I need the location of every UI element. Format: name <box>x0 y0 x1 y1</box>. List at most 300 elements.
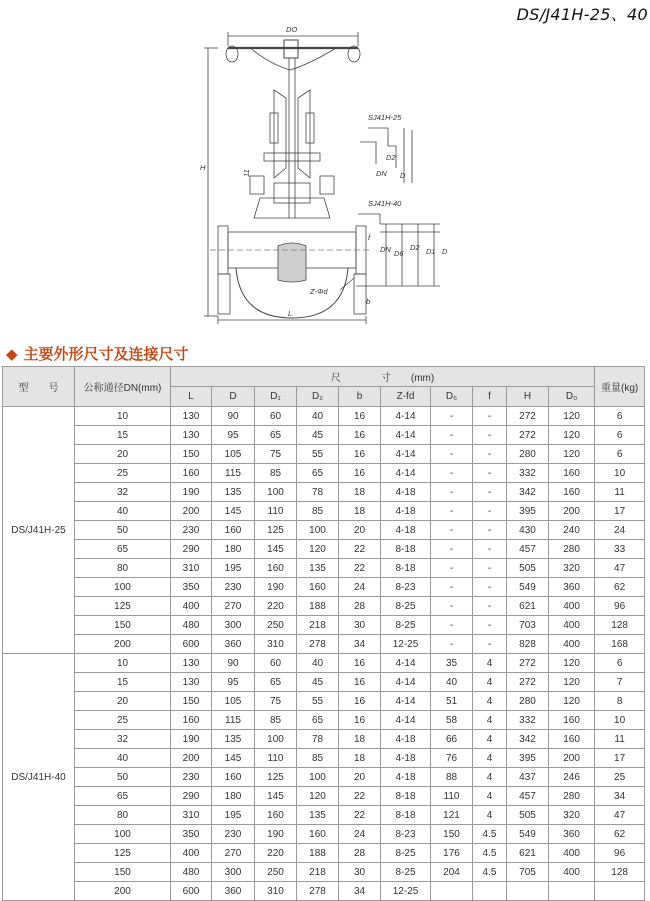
table-cell: - <box>431 540 473 559</box>
table-cell: 40 <box>431 673 473 692</box>
table-cell: 190 <box>255 825 297 844</box>
table-cell: 200 <box>171 502 212 521</box>
table-cell: 96 <box>595 844 645 863</box>
table-cell: 130 <box>171 673 212 692</box>
table-cell: 65 <box>75 540 171 559</box>
column-header: D₀ <box>549 387 595 407</box>
svg-text:D1: D1 <box>426 247 436 256</box>
table-row <box>3 502 645 521</box>
column-header: L <box>171 387 212 407</box>
table-row <box>3 559 645 578</box>
table-cell: 360 <box>549 825 595 844</box>
table-cell: 130 <box>171 654 212 673</box>
table-cell: 437 <box>507 768 549 787</box>
table-cell: 188 <box>297 597 339 616</box>
table-row <box>3 692 645 711</box>
table-cell: 188 <box>297 844 339 863</box>
table-cell: 4 <box>473 787 507 806</box>
table-cell: 10 <box>595 464 645 483</box>
svg-text:SJ41H-25: SJ41H-25 <box>368 113 402 122</box>
table-cell: 65 <box>255 673 297 692</box>
table-cell: 457 <box>507 787 549 806</box>
table-cell: 30 <box>339 863 381 882</box>
table-cell: 60 <box>255 654 297 673</box>
table-cell: 120 <box>297 787 339 806</box>
table-cell: 6 <box>595 445 645 464</box>
table-cell: 85 <box>297 502 339 521</box>
table-cell: 76 <box>431 749 473 768</box>
table-row <box>3 426 645 445</box>
table-cell: - <box>431 483 473 502</box>
table-cell: 4 <box>473 768 507 787</box>
table-cell: 51 <box>431 692 473 711</box>
valve-technical-drawing <box>190 18 490 330</box>
table-cell: 40 <box>297 407 339 426</box>
table-cell: 6 <box>595 654 645 673</box>
table-cell: 55 <box>297 445 339 464</box>
table-cell: 160 <box>171 711 212 730</box>
table-cell: - <box>431 426 473 445</box>
table-cell: 278 <box>297 635 339 654</box>
table-cell: 25 <box>75 464 171 483</box>
table-cell: 135 <box>212 730 255 749</box>
table-cell: 17 <box>595 502 645 521</box>
table-cell: 7 <box>595 673 645 692</box>
page-title: DS/J41H-25、40 <box>516 5 648 24</box>
table-row <box>3 635 645 654</box>
table-cell: 218 <box>297 863 339 882</box>
table-cell: 621 <box>507 844 549 863</box>
table-cell: 270 <box>212 597 255 616</box>
table-cell: 240 <box>549 521 595 540</box>
table-cell: 6 <box>595 407 645 426</box>
table-cell: 195 <box>212 559 255 578</box>
table-cell: 290 <box>171 540 212 559</box>
table-cell: 280 <box>507 445 549 464</box>
table-cell: 16 <box>339 654 381 673</box>
table-cell: 4 <box>473 654 507 673</box>
table-cell: 25 <box>75 711 171 730</box>
table-cell: 4 <box>473 692 507 711</box>
table-cell: 20 <box>75 445 171 464</box>
table-cell: 47 <box>595 559 645 578</box>
table-cell: 11 <box>595 483 645 502</box>
table-row <box>3 407 645 426</box>
table-cell: 4 <box>473 730 507 749</box>
table-cell: 160 <box>549 711 595 730</box>
table-cell: 8-18 <box>381 559 431 578</box>
table-cell: 270 <box>212 844 255 863</box>
table-cell: 160 <box>549 730 595 749</box>
table-cell: 230 <box>171 768 212 787</box>
table-cell: 200 <box>549 502 595 521</box>
table-cell: - <box>431 578 473 597</box>
table-cell: 300 <box>212 863 255 882</box>
weight-header: 重量(kg) <box>595 367 645 407</box>
table-cell: 125 <box>75 597 171 616</box>
table-cell: 24 <box>339 578 381 597</box>
table-cell: 400 <box>549 635 595 654</box>
table-cell: 24 <box>595 521 645 540</box>
table-cell: 10 <box>75 407 171 426</box>
table-cell: 120 <box>549 692 595 711</box>
table-cell: 150 <box>75 616 171 635</box>
table-cell: 400 <box>549 616 595 635</box>
table-cell: 280 <box>507 692 549 711</box>
table-cell: 130 <box>171 426 212 445</box>
table-cell: 505 <box>507 559 549 578</box>
model-cell: DS/J41H-25 <box>3 407 75 654</box>
table-cell: 16 <box>339 407 381 426</box>
table-cell: 703 <box>507 616 549 635</box>
h-label: H <box>200 163 206 172</box>
handwheel <box>226 40 360 70</box>
table-cell: 20 <box>75 692 171 711</box>
table-cell: 120 <box>549 654 595 673</box>
table-cell: 32 <box>75 483 171 502</box>
table-cell: 180 <box>212 540 255 559</box>
table-cell: 8-18 <box>381 787 431 806</box>
column-header: D₁ <box>255 387 297 407</box>
table-cell: 8-18 <box>381 806 431 825</box>
do-label: DO <box>286 25 298 34</box>
table-cell: 204 <box>431 863 473 882</box>
table-cell: - <box>431 559 473 578</box>
table-row <box>3 521 645 540</box>
table-cell: 230 <box>212 578 255 597</box>
table-cell: - <box>473 445 507 464</box>
table-cell: 18 <box>339 483 381 502</box>
table-cell: 34 <box>339 635 381 654</box>
table-cell: 272 <box>507 673 549 692</box>
table-row <box>3 654 645 673</box>
table-cell: 342 <box>507 730 549 749</box>
table-cell: - <box>431 635 473 654</box>
table-cell: 272 <box>507 407 549 426</box>
table-cell: 4-18 <box>381 521 431 540</box>
table-cell: 34 <box>339 882 381 901</box>
table-cell: 135 <box>297 559 339 578</box>
zfd-label: Z-Φd <box>310 287 328 296</box>
column-header: D₆ <box>431 387 473 407</box>
table-cell: 8 <box>595 692 645 711</box>
table-cell: 95 <box>212 426 255 445</box>
table-cell: 4.5 <box>473 825 507 844</box>
table-cell: 78 <box>297 730 339 749</box>
table-cell: 8-18 <box>381 540 431 559</box>
table-cell: 10 <box>595 711 645 730</box>
column-header: D₂ <box>297 387 339 407</box>
table-cell: 360 <box>549 578 595 597</box>
table-cell: 180 <box>212 787 255 806</box>
table-cell: 110 <box>431 787 473 806</box>
table-cell: 115 <box>212 711 255 730</box>
table-cell: 62 <box>595 825 645 844</box>
table-cell: 200 <box>549 749 595 768</box>
table-cell: 400 <box>549 844 595 863</box>
table-cell: 45 <box>297 673 339 692</box>
table-cell: 290 <box>171 787 212 806</box>
table-cell: 40 <box>75 749 171 768</box>
table-cell: 115 <box>212 464 255 483</box>
table-cell: 400 <box>549 597 595 616</box>
table-cell: 600 <box>171 635 212 654</box>
table-cell: 160 <box>255 806 297 825</box>
table-cell: 50 <box>75 521 171 540</box>
column-header: H <box>507 387 549 407</box>
table-cell: 18 <box>339 502 381 521</box>
svg-text:D: D <box>400 171 406 180</box>
column-header: D <box>212 387 255 407</box>
table-row <box>3 730 645 749</box>
eleven-label: 11 <box>242 169 251 177</box>
table-cell: 135 <box>297 806 339 825</box>
table-row <box>3 768 645 787</box>
table-cell: 85 <box>255 711 297 730</box>
table-cell: 4-14 <box>381 464 431 483</box>
section-heading-text: 主要外形尺寸及连接尺寸 <box>23 345 189 363</box>
section-heading <box>6 343 189 364</box>
table-cell: 75 <box>255 445 297 464</box>
table-cell: 33 <box>595 540 645 559</box>
table-row <box>3 749 645 768</box>
table-cell: 8-25 <box>381 597 431 616</box>
table-cell: 4-14 <box>381 711 431 730</box>
svg-text:DN: DN <box>376 169 387 178</box>
table-row <box>3 464 645 483</box>
diamond-bullet-icon: ◆ <box>6 345 18 363</box>
table-cell: - <box>473 407 507 426</box>
svg-text:DN: DN <box>380 245 391 254</box>
column-header: f <box>473 387 507 407</box>
table-cell: 310 <box>255 635 297 654</box>
table-cell: 32 <box>75 730 171 749</box>
table-cell: 4 <box>473 749 507 768</box>
table-cell: 17 <box>595 749 645 768</box>
table-cell: 100 <box>297 768 339 787</box>
table-cell: 160 <box>212 768 255 787</box>
table-row <box>3 616 645 635</box>
table-cell: 80 <box>75 806 171 825</box>
table-cell: 110 <box>255 502 297 521</box>
table-cell: 120 <box>549 445 595 464</box>
table-cell: - <box>431 464 473 483</box>
table-cell: 310 <box>255 882 297 901</box>
table-cell: 360 <box>212 635 255 654</box>
table-cell: 320 <box>549 559 595 578</box>
table-cell: 85 <box>297 749 339 768</box>
svg-text:b: b <box>366 297 371 306</box>
table-cell: 4-14 <box>381 445 431 464</box>
table-cell: - <box>473 483 507 502</box>
table-cell: 705 <box>507 863 549 882</box>
table-cell: 300 <box>212 616 255 635</box>
table-cell: 22 <box>339 559 381 578</box>
table-cell: 125 <box>255 768 297 787</box>
table-cell: 480 <box>171 616 212 635</box>
table-cell: 278 <box>297 882 339 901</box>
table-cell: 160 <box>297 825 339 844</box>
table-cell: 100 <box>297 521 339 540</box>
table-cell: 250 <box>255 863 297 882</box>
table-row <box>3 578 645 597</box>
table-cell: 145 <box>255 540 297 559</box>
table-cell: 105 <box>212 692 255 711</box>
table-cell: 160 <box>255 559 297 578</box>
table-cell: 220 <box>255 597 297 616</box>
table-cell: 65 <box>75 787 171 806</box>
svg-text:D: D <box>442 247 448 256</box>
table-cell: 160 <box>297 578 339 597</box>
table-cell: 400 <box>171 844 212 863</box>
table-cell: 22 <box>339 540 381 559</box>
table-cell: 160 <box>549 483 595 502</box>
table-cell: 50 <box>75 768 171 787</box>
table-cell: 272 <box>507 654 549 673</box>
table-cell: 47 <box>595 806 645 825</box>
table-cell: 11 <box>595 730 645 749</box>
table-cell: - <box>431 445 473 464</box>
table-cell: 128 <box>595 863 645 882</box>
table-cell: 58 <box>431 711 473 730</box>
bonnet <box>254 198 330 218</box>
table-cell: 35 <box>431 654 473 673</box>
table-cell: 20 <box>339 768 381 787</box>
table-cell: 90 <box>212 654 255 673</box>
table-cell: - <box>473 559 507 578</box>
table-cell: 25 <box>595 768 645 787</box>
table-cell: 65 <box>297 711 339 730</box>
table-cell: 360 <box>212 882 255 901</box>
table-cell: 250 <box>255 616 297 635</box>
table-cell: 4.5 <box>473 863 507 882</box>
table-row <box>3 673 645 692</box>
table-cell: 90 <box>212 407 255 426</box>
table-cell: 230 <box>212 825 255 844</box>
table-cell: 4-18 <box>381 768 431 787</box>
table-cell: 30 <box>339 616 381 635</box>
table-row <box>3 711 645 730</box>
table-cell: 430 <box>507 521 549 540</box>
table-cell: 65 <box>255 426 297 445</box>
table-cell: 200 <box>171 749 212 768</box>
table-cell: - <box>473 464 507 483</box>
table-cell: 150 <box>75 863 171 882</box>
dimensions-header: 尺 寸 (mm) <box>171 367 595 387</box>
table-cell: 16 <box>339 711 381 730</box>
table-cell: 18 <box>339 749 381 768</box>
l-label: L <box>288 309 293 318</box>
table-cell: 395 <box>507 749 549 768</box>
table-cell: - <box>473 426 507 445</box>
table-cell: 4-14 <box>381 426 431 445</box>
table-cell: 100 <box>255 483 297 502</box>
table-cell: 8-25 <box>381 844 431 863</box>
table-cell: 88 <box>431 768 473 787</box>
table-cell: 150 <box>431 825 473 844</box>
table-cell: 600 <box>171 882 212 901</box>
table-cell: 125 <box>75 844 171 863</box>
table-cell: 8-25 <box>381 616 431 635</box>
valve-body <box>210 226 372 318</box>
sj41h-25-detail <box>360 113 412 183</box>
table-cell: 120 <box>549 673 595 692</box>
table-cell: - <box>431 521 473 540</box>
dn-header: 公称通径DN(mm) <box>75 367 171 407</box>
table-cell: 85 <box>255 464 297 483</box>
table-cell: 549 <box>507 825 549 844</box>
table-cell: 4-18 <box>381 730 431 749</box>
table-cell: 75 <box>255 692 297 711</box>
table-cell: 400 <box>549 863 595 882</box>
table-cell: 145 <box>212 749 255 768</box>
table-cell: 310 <box>171 559 212 578</box>
table-cell: 342 <box>507 483 549 502</box>
column-header: b <box>339 387 381 407</box>
table-cell: 125 <box>255 521 297 540</box>
table-cell: 4-14 <box>381 692 431 711</box>
table-cell: 280 <box>549 787 595 806</box>
table-cell: 145 <box>212 502 255 521</box>
table-cell: 16 <box>339 426 381 445</box>
table-cell: 55 <box>297 692 339 711</box>
table-cell: 160 <box>549 464 595 483</box>
table-row <box>3 844 645 863</box>
table-cell: 4-14 <box>381 654 431 673</box>
table-cell: - <box>473 540 507 559</box>
table-cell: 332 <box>507 464 549 483</box>
svg-text:D6: D6 <box>394 249 404 258</box>
table-cell: 15 <box>75 426 171 445</box>
table-cell: 549 <box>507 578 549 597</box>
table-cell: 95 <box>212 673 255 692</box>
table-cell: 8-23 <box>381 578 431 597</box>
svg-text:f: f <box>368 233 371 242</box>
table-cell: 60 <box>255 407 297 426</box>
table-row <box>3 825 645 844</box>
table-cell: 220 <box>255 844 297 863</box>
table-cell: - <box>473 521 507 540</box>
table-cell: 15 <box>75 673 171 692</box>
table-cell: 10 <box>75 654 171 673</box>
column-header: Z-fd <box>381 387 431 407</box>
table-cell: 62 <box>595 578 645 597</box>
table-cell: 230 <box>171 521 212 540</box>
table-cell: 400 <box>171 597 212 616</box>
table-cell: - <box>431 407 473 426</box>
table-cell: 16 <box>339 464 381 483</box>
table-cell: 18 <box>339 730 381 749</box>
table-cell: 121 <box>431 806 473 825</box>
table-cell: 272 <box>507 426 549 445</box>
table-cell: 4 <box>473 711 507 730</box>
table-cell: 310 <box>171 806 212 825</box>
svg-text:D2: D2 <box>410 243 420 252</box>
table-cell: 150 <box>171 692 212 711</box>
table-cell: 78 <box>297 483 339 502</box>
table-cell: 200 <box>75 635 171 654</box>
table-cell: 828 <box>507 635 549 654</box>
table-cell: 96 <box>595 597 645 616</box>
table-cell: 505 <box>507 806 549 825</box>
table-cell: 350 <box>171 578 212 597</box>
table-cell: - <box>473 578 507 597</box>
table-cell: - <box>431 597 473 616</box>
table-cell: 12-25 <box>381 635 431 654</box>
table-cell: 110 <box>255 749 297 768</box>
table-cell: 350 <box>171 825 212 844</box>
table-cell: 28 <box>339 844 381 863</box>
